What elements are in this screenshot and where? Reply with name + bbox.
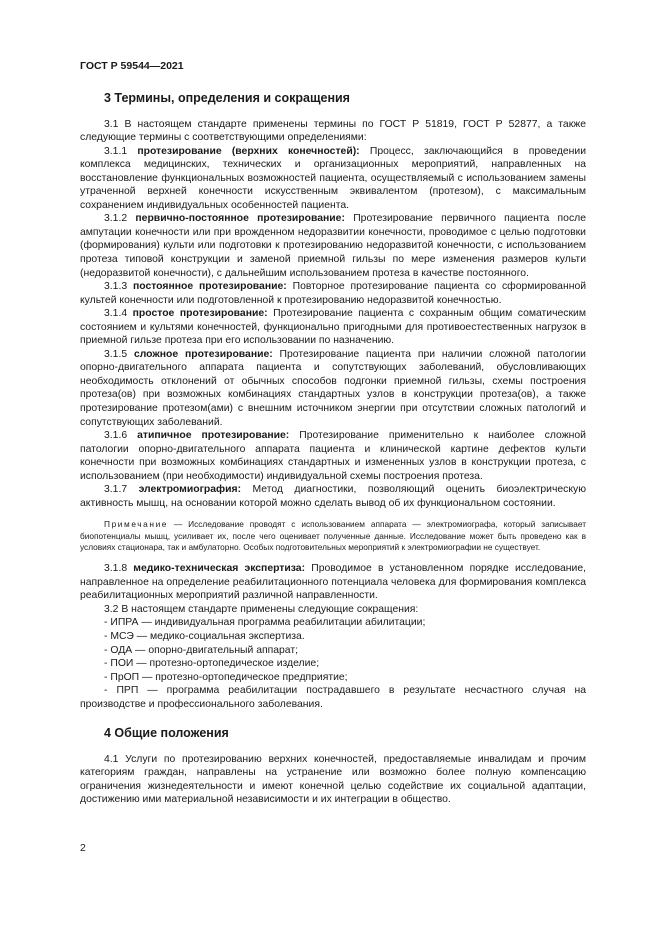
abbr-item-oda: - ОДА — опорно-двигательный аппарат;	[104, 644, 299, 656]
term-definition: Протезирование пациента с сохранным общим соматическим состоянием и культями конечностей, функционально пригодными для противоестественных нагрузок в приемной гильзе протеза при его использовании по назначению.	[80, 308, 586, 347]
abbr-item-ipra: - ИПРА — индивидуальная программа реабилитации абилитации;	[104, 617, 426, 629]
term-definition: Проводимое в установленном порядке исследование, направленное на определение реабилитационного потенциала человека для формирования комплекса реабилитационных мероприятий различной направленности.	[80, 563, 586, 602]
term-number: 3.1.4	[104, 308, 133, 320]
term-name: электромиография:	[138, 484, 242, 496]
note-label: Примечание	[104, 519, 169, 530]
term-3-1-6	[80, 429, 586, 483]
term-number: 3.1.5	[104, 348, 134, 360]
section-3-title: 3 Термины, определения и сокращения	[104, 91, 350, 105]
section-3	[80, 92, 586, 711]
note-text: — Исследование проводят с использованием аппарата — электромиографа, который записывает биопотенциалы мышц, усиливает их, после чего оценивает полученные данные. Исследование может быть проведено как в условиях стационара, так и амбулаторно. Особых подготовительных мероприятий к электромиографии не существует.	[80, 519, 586, 552]
term-number: 3.1.2	[104, 213, 136, 225]
term-name: медико-техническая экспертиза:	[133, 563, 306, 575]
term-name: простое протезирование:	[132, 308, 268, 320]
term-3-1-1	[80, 145, 586, 213]
term-number: 3.1.6	[104, 430, 138, 442]
term-number: 3.1.3	[104, 281, 133, 293]
term-3-1-8	[80, 562, 586, 603]
term-name: атипичное протезирование:	[137, 430, 290, 442]
paragraph-4-1: 4.1 Услуги по протезированию верхних конечностей, предоставляемые инвалидам и прочим категориям граждан, направлены на устранение или возможно более полную компенсацию ограничения жизнедеятельности и имеют конечной целью содействие их социальной адаптации, достижению ими материальной независимости и их интеграции в общество.	[80, 753, 586, 806]
term-3-1-7	[80, 483, 586, 510]
abbr-item-prp: - ПРП — программа реабилитации пострадавшего в результате несчастного случая на производстве и профессионального заболевания.	[80, 685, 586, 710]
term-definition: Метод диагностики, позволяющий оценить биоэлектрическую активность мышц, на основании которой можно сделать вывод об их функциональном состоянии.	[80, 484, 586, 509]
term-definition: Протезирование пациента при наличии сложной патологии опорно-двигательного аппарата пациента и сопутствующих заболеваний, обусловливающих необходимость отклонений от обычных способов подгонки приемной гильзы, схемы построения протеза(ов) при возможных комбинациях стандартных узлов в конструкции протеза(ов), а также протезирование протезом(ами) с внешним источником энергии при отсутствии сложных патологий и сопутствующих заболеваний.	[80, 348, 586, 428]
abbr-item-mse: - МСЭ — медико-социальная экспертиза.	[104, 631, 305, 643]
term-name: постоянное протезирование:	[132, 281, 287, 293]
term-3-1-2	[80, 212, 586, 280]
document-id: ГОСТ Р 59544—2021	[80, 60, 184, 72]
term-3-1-5	[80, 348, 586, 429]
term-definition: Повторное протезирование пациента со сформированной культей конечности или подготовленной к протезированию недоразвитой конечностью.	[80, 281, 587, 306]
term-number: 3.1.1	[104, 145, 138, 157]
paragraph-3-2: 3.2 В настоящем стандарте применены следующие сокращения:	[104, 603, 419, 615]
term-number: 3.1.8	[104, 563, 134, 575]
term-definition: Протезирование первичного пациента после ампутации конечности или при врожденном недоразвитии конечности, проводимое с целью подготовки (формирования) культи или подготовки к протезированию недоразвитой конечности, с использованием протеза типовой конструкции и заменой приемной гильзы по мере изменения размеров культи (недоразвитой конечности), с дальнейшим использованием протеза в качестве постоянного.	[80, 213, 587, 279]
term-number: 3.1.7	[104, 484, 139, 496]
note-3-1-7	[80, 519, 586, 553]
page-number: 2	[80, 842, 86, 854]
paragraph-3-1: 3.1 В настоящем стандарте применены термины по ГОСТ Р 51819, ГОСТ Р 52877, а также следующие термины с соответствующими определениями:	[80, 118, 586, 144]
term-definition: Протезирование применительно к наиболее сложной патологии опорно-двигательного аппарата пациента и клинической картине дефектов культи конечности при возможных комбинациях стандартных и измененных узлов в конструкции протеза, с использованием (при необходимости) индивидуальной схемы построения протеза.	[80, 430, 586, 482]
section-4-title: 4 Общие положения	[104, 726, 229, 740]
term-3-1-3	[80, 280, 586, 307]
abbr-item-prop: - ПрОП — протезно-ортопедическое предприятие;	[104, 671, 348, 683]
term-name: протезирование (верхних конечностей):	[137, 145, 360, 157]
term-name: первично-постоянное протезирование:	[135, 213, 345, 225]
term-name: сложное протезирование:	[133, 348, 273, 360]
abbr-item-poi: - ПОИ — протезно-ортопедическое изделие;	[104, 658, 320, 670]
term-3-1-4	[80, 307, 586, 348]
term-definition: Процесс, заключающийся в проведении комплекса медицинских, технических и организационных мероприятий, направленных на восстановление функциональных возможностей пациента, осуществляемый с использованием замены утраченной верхней конечности искусственным эквивалентом (протезом), с максимальным сохранением индивидуальных особенностей пациента.	[80, 145, 587, 211]
section-4	[80, 727, 586, 807]
